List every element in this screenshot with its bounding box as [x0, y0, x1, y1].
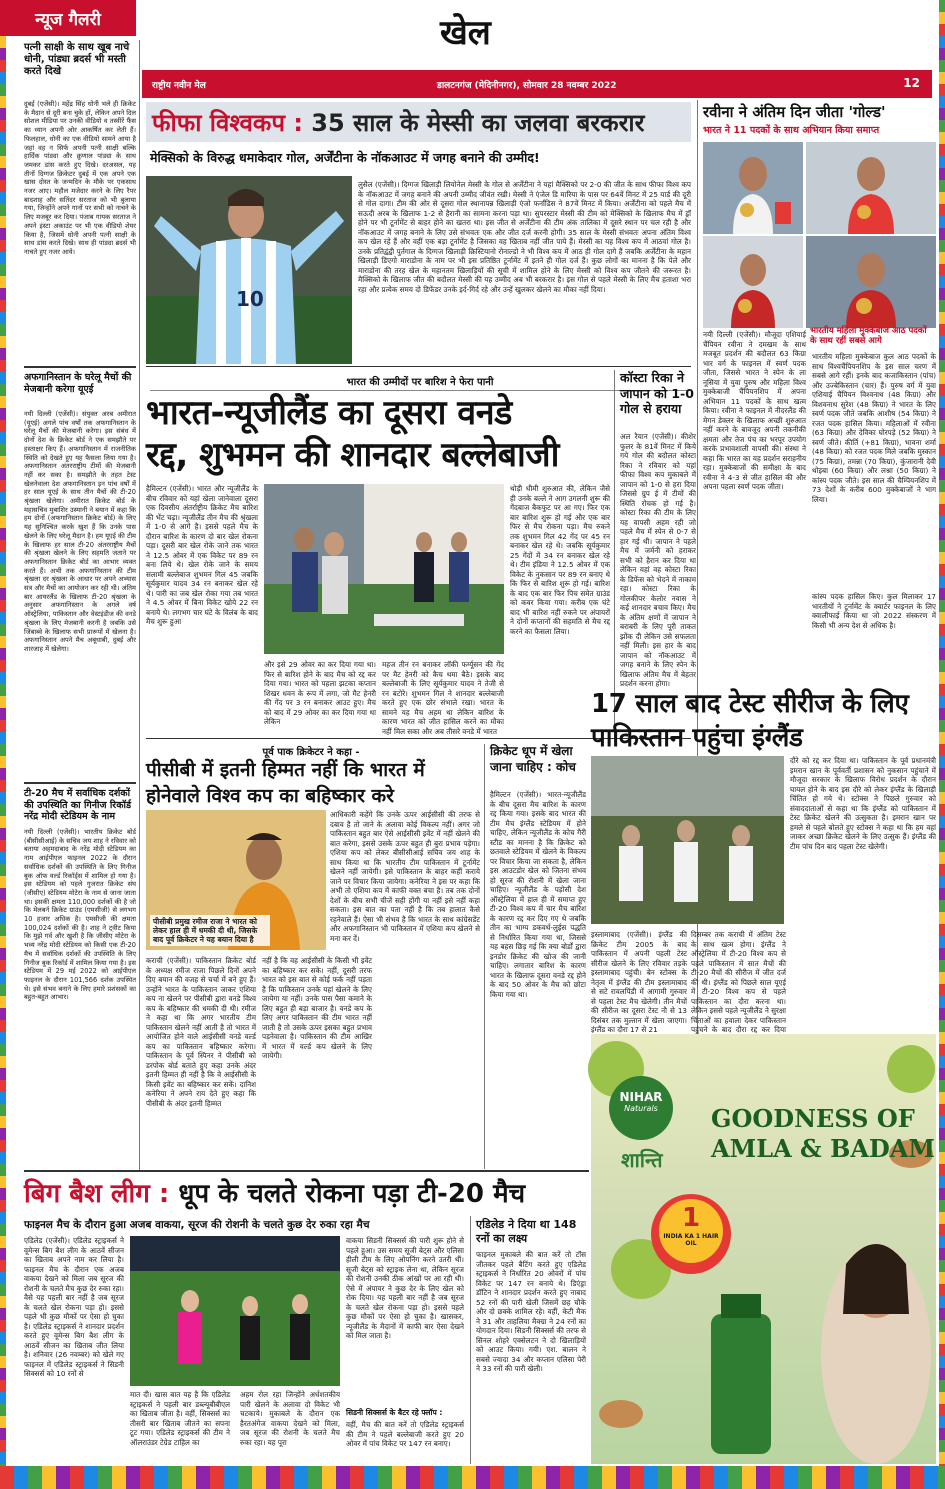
dateline: डालटनगंज (मेदिनीनगर), सोमवार 28 नवम्बर 2022 [437, 81, 617, 91]
ind-nz-kicker: भारत की उम्मीदों पर बारिश ने फेरा पानी [150, 374, 690, 391]
messi-photo [146, 176, 352, 364]
nihar-hindi-name: शान्ति [621, 1148, 663, 1172]
ind-nz-col-1: हैमिल्टन (एजेंसी)। भारत और न्यूजीलैंड के बीच रविवार को यहां खेला जानेवाला दूसरा एक दिवसीय अंतर्राष्ट्रीय क्रिकेट मैच बारिश की भेंट चढ़ा। न्यूजीलैंड तीन मैच की श्रृंखला में 1-0 से आगे है। इससे पहले मैच के दौरान बारिश के कारण दो बार खेल रोकना पड़ा। दूसरी बार खेल रोके जाने तक भारत ने 12.5 ओवर में एक विकेट पर 89 रन बना लिये थे। खेल रोके जाने के समय सलामी बल्लेबाज शुभमन गिल 45 जबकि सूर्यकुमार यादव 34 रन बनाकर खेल रहे थे। पारी का जब खेल रोका गया तब भारत ने 4.5 ओवर में बिना विकेट खोये 22 रन बनाये थे। लगभग चार घंटे के विलंब के बाद मैच शुरू हुआ [146, 484, 258, 626]
gallery-story-2-title: अफगानिस्तान के घरेलू मैचों की मेजबानी करेगा यूएई [24, 372, 132, 395]
ind-nz-col-2: और इसे 29 ओवर का कर दिया गया था। फिर से बारिश होने के बाद मैच को रद्द कर दिया गया। भारत को पहला झटका कप्तान शिखर धवन के रूप में लगा, जो मैट हेनरी की गेंद पर 3 रन बनाकर आउट हुए। मैच को बाद में 29 ओवर का कर दिया गया था लेकिन [264, 660, 376, 726]
bbl-col-1: एडिलेड (एजेंसी)। एडिलेड स्ट्राइकर्स ने वूमेन्स बिग बैश लीग के आठवें सीजन का खिताब अपने नाम कर लिया है। फाइनल मैच के दौरान एक अजब वाकया देखने को मिला जब सूरज की रोशनी के चलते मैच कुछ देर रुका रहा। वैसे यह पहली बार नहीं है जब सूरज के चलते खेल रोकना पड़ा हो। इससे पहले भी कुछ मौकों पर ऐसा हो चुका है। एडिलेड स्ट्राइकर्स ने शानदार प्रदर्शन करते हुए वूमेन्स बिग बैश लीग के आठवें सीजन का खिताब जीत लिया है। शनिवार (26 नवम्बर) को खेले गए फाइनल में एडिलेड स्ट्राइकर्स ने सिडनी सिक्सर्स को 10 रनों से [24, 1236, 124, 1378]
ravina-col-2: भारतीय महिला मुक्केबाज कुल आठ पदकों के साथ विश्वचैंपियनशिप के इस साल चरण में सबसे आगे रहीं। इनके बाद कजाकिस्तान (पांच) और उज्बेकिस्तान (चार) हैं। पुरुष वर्ग में युवा एशियाई चैंपियन विश्वनाथ (48 किग्रा) और विशवनाथ सुरेश (48 किग्रा) ने भारत के लिए स्वर्ण पदक जीते जबकि आशीष (54 किग्रा) ने रजत पदक हासिल किया। महिलाओं में रवीना (63 किग्रा) और देविका घोरपड़े (52 किग्रा) ने स्वर्ण जीते। कीर्ति (+81 किग्रा), भावना शर्मा (48 किग्रा) को रजत पदक मिले जबकि मुस्कान (75 किग्रा), तमन्ना (70 किग्रा), कुंजारानी देवी थोइबा (60 किग्रा) और लश्ना (50 किग्रा) ने कांस्य पदक जीते। इस साल की चैम्पियनशिप में 73 देशों के करीब 600 मुक्केबाजों ने भाग लिया। [812, 352, 936, 504]
ravina-col-1: नयी दिल्ली (एजेंसी)। मौजूदा एशियाई चैंपियन रवीना ने दमखम के साथ मजबूत प्रदर्शन की बदौलत 63 किग्रा भार वर्ग के फाइनल में स्वर्ण पदक जीता, जिससे भारत ने स्पेन के ला नूसिया में युवा पुरुष और महिला विश्व मुक्केबाजी चैंपियनशिप में अपना अभियान 11 पदकों के साथ खत्म किया। रवीना ने फाइनल में नीदरलैंड की मेगन डेक्लर के खिलाफ अच्छी शुरुआत नहीं करने के बावजूद अपनी तकनीकी क्षमता और तेज पंच का भरपूर उपयोग करके प्रभावशाली वापसी की। संस्था ने कहा कि भारत का यह प्रदर्शन सराहनीय रहा। मुक्केबाजों की समीक्षा के बाद रवीना ने 4-3 से जीत हासिल की और अपना पहला स्वर्ण पदक जीता। [703, 330, 806, 491]
bbl-subhead: फाइनल मैच के दौरान हुआ अजब वाकया, सूरज की रोशनी के चलते कुछ देर रुका रहा मैच [24, 1219, 370, 1231]
bbl-headline-label: बिग बैश लीग : [24, 1179, 170, 1209]
ravina-col-3: कांस्य पदक हासिल किए। कुल मिलाकर 17 भारतीयों ने टूर्नामेंट के क्वार्टर फाइनल के लिए क्वालीफाई किया था जो 2022 संस्करण में किसी भी अन्य देश से अधिक है। [812, 592, 936, 630]
gallery-story-3-body: नयी दिल्ली (एजेंसी)। भारतीय क्रिकेट बोर्ड (बीसीसीआई) के सचिव जय शाह ने रविवार को बताया अहमदाबाद के नरेंद्र मोदी स्टेडियम का नाम आईपीएल फाइनल 2022 के दौरान सर्वाधिक दर्शकों की उपस्थिति के लिए गिनीज बुक ऑफ वर्ल्ड रिकॉर्ड्स में शामिल हो गया है। इस स्टेडियम को पहले गुजरात क्रिकेट संघ (जीसीए) स्टेडियम मोटेरा के नाम से जाना जाता था। इसकी क्षमता 110,000 दर्शकों की है जो कि मेलबर्न क्रिकेट ग्राउंड (एमसीजी) से लगभग 10 हजार अधिक है। एमसीजी की क्षमता 100,024 दर्शकों की है। शाह ने ट्वीट किया कि मुझे गर्व और खुशी है कि जीसीए मोटेरा के भव्य नरेंद्र मोदी स्टेडियम को किसी एक टी-20 मैच में सर्वाधिक दर्शकों की उपस्थिति के लिए गिनीज बुक रिकॉर्ड में शामिल किया गया है। इस स्टेडियम में 29 मई 2022 को आईपीएल फाइनल के दौरान 101,566 दर्शक उपस्थित थे। इसे संभव बनाने के लिए हमारे प्रशंसकों का बहुत-बहुत आभार। [24, 828, 136, 1002]
eng-pak-col-3: दौरे को रद्द कर दिया था। पाकिस्तान के पूर्व प्रधानमंत्री इमरान खान के पूर्ववर्ती प्रशासन को नुकसान पहुंचाने में मौजूदा सरकार के खिलाफ विरोध प्रदर्शन के दौरान घायल होने के बाद इस दौरे को लेकर इंग्लैंड के खिलाड़ी चिंतित हो गये थे। स्टोक्स ने पिछले गुरुवार को संवाददाताओं से कहा था कि इंग्लैंड को पाकिस्तान में टेस्ट क्रिकेट खेलने की उत्सुकता है। इमरान खान पर हमले से पहले बोलते हुए स्टोक्स ने कहा था कि हम वहां जाकर अच्छा क्रिकेट खेलने के लिए उत्सुक हैं। इंग्लैंड की टीम पांच दिन बाद पहला टेस्ट खेलेगी। [790, 756, 936, 851]
section-title: खेल [440, 13, 491, 53]
ravina-photo-caption: भारतीय महिला मुक्केबाज आठ पदकों के साथ रहीं सबसे आगे [810, 326, 927, 347]
ad-badge-text: INDIA KA 1 HAIR OIL [663, 1233, 719, 1247]
decorative-border-right [939, 0, 945, 1489]
bbl-col-4-tail: वहीं, मैच की बात करें तो एडिलेड स्ट्राइकर्स की टीम ने पहले बल्लेबाजी करते हुए 20 ओवर में पांच विकेट पर 147 रन बनाए। [346, 1420, 464, 1448]
fifa-headline-text: 35 साल के मेस्सी का जलवा बरकरार [311, 109, 645, 137]
adelaide-box-body: फाइनल मुकाबले की बात करें तो टॉस जीतकर पहले बैटिंग करते हुए एडिलेड स्ट्राइकर्स ने निर्धारित 20 ओवरों में पांच विकेट पर 147 रन बनाये थे। डिएंड्रा डॉटिन ने शानदार प्रदर्शन करते हुए नाबाद 52 रनों की पारी खेली जिसमें छह चौके और दो छक्के शामिल रहे। वहीं, केटी मैक ने 31 और ताहलिया मैक्ग्रा ने 24 रनों का योगदान दिया। सिडनी सिक्सर्स की तरफ से सिनल शोहरे एक्सेलटन ने दो खिलाड़ियों को आउट किया। गयी। एश. बालन ने सबसे ज्यादा 34 और कप्तान एलिसा पेरी ने 33 रनों की पारी खेली। [476, 1250, 586, 1373]
eng-pak-title: 17 साल बाद टेस्ट सीरीज के लिए पाकिस्तान पहुंचा इंग्लैंड [591, 689, 909, 753]
pak-wc-col-1: कराची (एजेंसी)। पाकिस्तान क्रिकेट बोर्ड के अध्यक्ष रमीज राजा पिछले दिनों अपने दिए बयान की वजह से चर्चा में बने हुए हैं। उन्होंने भारत के पाकिस्तान जाकर एशिया कप ना खेलने पर पीसीबी द्वारा वनडे विश्व कप के बहिष्कार की धमकी दी थी। रमीज ने कहा था कि अगर भारतीय टीम पाकिस्तान खेलने नहीं आती है तो भारत में आयोजित होने वाले आईसीसी वनडे वर्ल्ड कप का पाकिस्तान बहिष्कार करेगा। पाकिस्तान के पूर्व स्पिनर ने पीसीबी को डरपोक बोर्ड बताते हुए कहा उनके अंदर इतनी हिम्मत ही नहीं है कि वे आईसीसी के किसी इवेंट का बहिष्कार कर सकें। दानिश कनेरिया ने अपने राय देते हुए कहा कि पीसीबी के अंदर इतनी हिम्मत [146, 956, 256, 1108]
fifa-headline [146, 102, 691, 142]
eng-pak-col-2: दिसम्बर तक कराची में अंतिम टेस्ट के साथ खत्म होगा। इंग्लैंड ने ऑस्ट्रेलिया में टी-20 विश्व कप से पहले पाकिस्तान में सात मैचों की टी-20 मैचों की सीरीज में जीत दर्ज की थी। इंग्लैंड को पिछले साल यूएई में टी-20 विश्व कप से पहले पाकिस्तान का दौरा करना था। लेकिन इससे पहले न्यूजीलैंड ने सुरक्षा चिंताओं का हवाला देकर पाकिस्तान पहुंचने के बाद दौरा रद्द कर दिया [691, 930, 786, 1034]
ravina-title: रवीना ने अंतिम दिन जीता 'गोल्ड' [703, 103, 886, 121]
bbl-photo [130, 1236, 340, 1386]
pak-wc-headline: पीसीबी में इतनी हिम्मत नहीं कि भारत में होनेवाले विश्व कप का बहिष्कार करे [146, 759, 425, 807]
page-number: 12 [903, 76, 920, 90]
ad-badge [656, 1196, 726, 1266]
eng-pak-col-1: इस्लामाबाद (एजेंसी)। इंग्लैंड की क्रिकेट टीम 2005 के बाद पाकिस्तान में अपनी पहली टेस्ट सीरीज खेलने के लिए रविवार तड़के इस्लामाबाद पहुंची। बेन स्टोक्स के नेतृत्व में इंग्लैंड की टीम इस्लामाबाद से सटे रावलपिंडी में आगामी गुरुवार से पहला टेस्ट मैच खेलेगी। तीन मैचों की सीरीज का दूसरा टेस्ट नौ से 13 दिसंबर तक मुल्तान में खेला जाएगा। इंग्लैंड का दौरा 17 से 21 [591, 930, 687, 1034]
pak-wc-quote: पीसीबी प्रमुख रमीज राजा ने भारत को लेकर हाल ही में धमकी दी थी, जिसके बाद पूर्व क्रिकेटर ने यह बयान दिया है [150, 915, 270, 946]
gallery-story-1-title: पत्नी साक्षी के साथ खूब नाचे धोनी, पांड्या ब्रदर्स भी मस्ती करते दिखे [24, 42, 130, 78]
ind-nz-col-3: महज तीन रन बनाकर लॉकी फर्ग्यूसन की गेंद पर मैट हेनरी को कैच थमा बैठे। इसके बाद बल्लेबाजी के लिए सूर्यकुमार यादव ने तेजी से रन बटोरे। शुभमन गिल ने शानदार बल्लेबाजी करते हुए एक छोर संभाले रखा। भारत के सामने यह मैच अहम था लेकिन बारिश के कारण भारत को जीत हासिल करने का मौका नहीं मिल सका और अब तीसरे वनडे में भारत [382, 660, 504, 736]
rain-title: क्रिकेट धूप में खेला जाना चाहिए : कोच [490, 744, 576, 774]
ind-nz-photo [264, 484, 504, 654]
ravina-photo-2 [806, 142, 936, 234]
decorative-border-bottom [0, 1466, 945, 1489]
ravina-subtitle: भारत ने 11 पदकों के साथ अभियान किया समाप्त [703, 125, 880, 136]
pak-wc-col-2: नहीं है कि वह आईसीसी के किसी भी इवेंट का बहिष्कार कर सके। नहीं, दूसरी तरफ भारत को इस बात से कोई फर्क नहीं पड़ता है कि पाकिस्तान उनके यहां खेलने के लिए जायेगा या नहीं। उनके पास पैसा कमाने के लिए बहुत ही बड़ा बाजार है। वनडे कप के लिए अगर पाकिस्तान की टीम भारत नहीं जाती है तो उसके ऊपर इसका बहुत प्रभाव पड़नेवाला है। पाकिस्तान की टीम आखिर में भारत में वर्ल्ड कप खेलने के लिए जायेगी। [262, 956, 372, 1060]
pak-wc-kicker: पूर्व पाक क्रिकेटर ने कहा - [262, 747, 360, 758]
eng-pak-photo [591, 756, 784, 924]
bbl-headline [24, 1174, 589, 1214]
nihar-brand-name: NIHAR [619, 1090, 663, 1104]
nihar-brand [609, 1076, 673, 1140]
ad-badge-number: 1 [681, 1203, 701, 1233]
costarica-body: अल रैयान (एजेंसी)। कीशेर फुलर के 81वें मिनट में किये गये गोल की बदौलत कोस्टा रिका ने रविवार को यहां फीफा विश्व कप मुकाबले में जापान को 1-0 से हरा दिया जिससे ग्रुप ई में टीमों की स्थिति रोचक हो गई है। कोस्टा रिका की टीम के लिए यह वापसी अहम रही जो पहले मैच में स्पेन से 0-7 से हार गई थी। जापान ने पहले मैच में जर्मनी को हराकर सभी को हैरान कर दिया था लेकिन यहां वह कोस्टा रिका के डिफेंस को भेदने में नाकाम रहा। कोस्टा रिका के गोलकीपर केलोर नवास ने कई शानदार बचाव किए। मैच के अंतिम क्षणों में जापान ने बराबरी के लिए पूरी ताकत झोंक दी लेकिन उसे सफलता नहीं मिली। इस हार के बाद जापान को नॉकआउट में जगह बनाने के लिए स्पेन के खिलाफ अंतिम मैच में बेहतर प्रदर्शन करना होगा। [620, 432, 696, 688]
ind-nz-headline-1: भारत-न्यूजीलैंड का दूसरा वनडे [146, 393, 512, 433]
ad-tagline-1: GOODNESS OF [711, 1104, 915, 1133]
svg-text:10: 10 [236, 287, 264, 311]
costarica-title: कॉस्टा रिका ने जापान को 1-0 गोल से हराया [620, 370, 694, 417]
bbl-col-4: वाकया सिडनी सिक्सर्स की पारी शुरू होने से पहले हुआ। उस समय सूजी बेट्स और एलिसा हीली टीम के लिए ओपनिंग करने उतरी थीं। सूजी बेट्स को स्ट्राइक लेना था, लेकिन सूरज की रोशनी उनकी ठीक आंखों पर आ रही थी। ऐसे में अंपायर ने कुछ देर के लिए खेल को रोक दिया। यह पहली बार नहीं है जब सूरज के चलते खेल रोकना पड़ा हो। इससे पहले कुछ मौकों पर ऐसा हो चुका है। खासकर, न्यूजीलैंड के मैदानों में काफी बार ऐसा देखने को मिल जाता है। [346, 1236, 464, 1340]
ravina-photo-4 [806, 236, 936, 328]
rain-body: हैमिल्टन (एजेंसी)। भारत-न्यूजीलैंड के बीच दूसरा मैच बारिश के कारण रद्द किया गया। इसके बाद भारत की टीम मैच इंग्लैंड स्टेडियम में होने चाहिए, लेकिन न्यूजीलैंड के कोच गैरी स्टीड का मानना है कि क्रिकेट को छतवाले स्टेडियम में खेलने के विकल्प पर विचार किया जा सकता है, लेकिन इस आउटडोर खेल को जितना संभव हो सूरज की रोशनी में खेला जाना चाहिए। न्यूजीलैंड के पड़ोसी देश ऑस्ट्रेलिया में हाल ही में समाप्त हुए टी-20 विश्व कप में चार मैच बारिश के कारण रद्द कर दिए गए थे जबकि तीन का भाग्य डकवर्थ-लुईस पद्धति से निर्धारित किया गया था, जिससे यह बहस छिड़ गई कि क्या बोर्डों द्वारा इनडोर क्रिकेट की खोज की जानी चाहिए। लगातार बारिश के कारण भारत के खिलाफ दूसरा वनडे रद्द होने के बाद 50 ओवर के मैच को छोटा किया गया था। [490, 790, 586, 999]
nihar-brand-sub: Naturals [624, 1104, 658, 1113]
bbl-headline-text: धूप के चलते रोकना पड़ा टी-20 मैच [178, 1179, 526, 1209]
nihar-ad[interactable] [591, 1034, 936, 1464]
pak-wc-col-3: आधिकारी कहेंगे कि उनके ऊपर आईसीसी की तरफ से दबाव है तो जाने के अलावा कोई विकल्प नहीं। अगर जो पाकिस्तान बहुत बार ऐसे आईसीसी इवेंट में नहीं खेलने की बात करेगा, इससे उसके ऊपर बहुत ही बुरा प्रभाव पड़ेगा। एशिया कप को लेकर बीसीसीआई सचिव जय शाह के साथ किया था कि भारतीय टीम पाकिस्तान में टूर्नामेंट खेलने नहीं जायेगी। इसे पाकिस्तान के बाहर कहीं कराये जाने पर विचार किया जायेगा। कनेरिया ने इस पर कहा कि अभी तो एशिया कप में काफी वक्त बचा है। तब तक दोनों देशों के बीच सभी चीजें सही होंगी या नहीं इसे नहीं कहा सकता। इस बात का पता नहीं है कि तब हालात कैसे रहनेवाले हैं। ऐसा भी संभव है कि भारत के साथ कांग्रेसडेंट और अफगानिस्तान भी पाकिस्तान में एशिया कप खेलने से मना कर दें। [330, 810, 480, 943]
ind-nz-col-4: थोड़ी धीमी शुरुआत की, लेकिन जैसे ही उनके बल्ले ने आग उगलनी शुरू की गेंदबाज बैकफुट पर आ गए। फिर एक बार बारिश शुरू हो गई और एक बार फिर से मैच रोकना पड़ा। मैच रुकने तक शुभमन गिल 42 गेंद पर 45 रन बनाकर खेल रहे थे। जबकि सूर्यकुमार 25 गेंदों में 34 रन बनाकर खेल रहे थे। टीम इंडिया ने 12.5 ओवर में एक विकेट के नुकसान पर 89 रन बनाए थे कि फिर से बारिश शुरू हो गई। बारिश के बाद एक बार फिर पिच समेत ग्राउंड को कवर किया गया। करीब एक घंटे बाद भी बारिश नहीं रुकने पर अंपायरों ने दोनों कप्तानों की सहमति से मैच रद्द करने का फैसला लिया। [510, 484, 610, 636]
masthead-bar [142, 70, 932, 98]
ravina-photo-3 [703, 236, 803, 328]
gallery-story-1-body: दुबई (एजेंसी)। महेंद्र सिंह धोनी भले ही क्रिकेट के मैदान से दूरी बना चुके हों, लेकिन अपने दिल सोशल मीडिया पर उनकी वीडियो व तस्वीरें फैंस का ध्यान अपनी ओर आकर्षित कर लेती हैं। फिलहाल, धोनी का एक वीडियो सामने आया है जहां वह न सिर्फ अपनी पत्नी साक्षी बल्कि हार्दिक पांड्या और क्रुणाल पांड्या के साथ जमकर डांस करते हुए दिखे। दरअसल, यह तीनों दिग्गज क्रिकेटर दुबई में एक अपने एक खास दोस्त के जन्मदिन के मौके पर एकसाथ नजर आए। महौल मजेदार करने के लिए रैपर बादशाह और सतिंदर सरताज को भी बुलाया गया, जिन्होंने अपने गानों पर सभी को नाचने के लिए मजबूर कर दिया। पंजाब गायक सरताज ने अपने इंस्टा अकाउंट पर भी एक वीडियो शेयर किया है, जिसमें धोनी अपनी पत्नी साक्षी के साथ डांस करते दिखे। साथ ही पांड्या ब्रदर्स भी नाचते हुए नजर आये। [24, 100, 136, 256]
bbl-col-4-subhead: सिडनी सिक्सर्स के बैटर रहे फ्लॉप : [346, 1408, 443, 1417]
fifa-headline-label: फीफा विश्वकप : [152, 109, 303, 137]
gallery-story-3-title: टी-20 मैच में सर्वाधिक दर्शकों की उपस्थिति का गिनीज रिकॉर्ड नरेंद्र मोदी स्टेडियम के नाम [24, 788, 132, 823]
fifa-body: लुसैल (एजेंसी)। दिग्गज खिलाड़ी लियोनेल मेस्सी के गोल से अर्जेंटीना ने यहां मैक्सिको पर 2-0 की जीत के साथ फीफा विश्व कप के नॉकआउट में जगह बनाने की अपनी उम्मीद जीवंत रखी। मेस्सी ने एंजेल डि मारिया के पास पर 64वें मिनट में 25 यार्ड की दूरी से गोल दागा। टीम की ओर से दूसरा गोल स्थानापन्न खिलाड़ी एंजो फर्नांडिस ने 87वें मिनट में किया। अर्जेंटीना को पहले मैच में सऊदी अरब के खिलाफ 1-2 से हैरानी का सामना करना पड़ा था। सुपरस्टार मेस्सी की टीम को मेक्सिको के खिलाफ मैच में ड्रॉ होने पर भी टूर्नामेंट से बाहर होने का खतरा था। इस जीत से अर्जेंटीना की टीम अंक तालिका में दूसरे स्थान पर चल रही है और नॉकआउट में जगह बनाने के लिए उसे संभवतः एक और जीत दर्ज करनी होगी। 35 साल के मेस्सी संभवतः अपना अंतिम विश्व कप खेल रहे हैं और वहीं एक बड़ा टूर्नामेंट है जिसका वह खिताब नहीं जीत पाये हैं। मेस्सी का यह विश्व कप में आठवां गोल है। उनके प्रतिद्वंद्वी पुर्तगाल के दिग्गज खिलाड़ी क्रिस्टियानो रोनाल्डो ने भी विश्व कप में आठ ही गोल दागे हैं जबकि अर्जेंटीना के महान खिलाड़ी डिएगो माराडोना के नाम पर भी इस प्रतिष्ठित टूर्नामेंट में इतने ही गोल दर्ज हैं। कुछ लोगों का मानना है कि पेले और माराडोना की तरह खेल के महानतम खिलाड़ियों की सूची में शामिल होने के लिए मेस्सी को विश्व कप जीतने की जरूरत है। मैक्सिको के खिलाफ जीत की बदौलत मेस्सी की यह उम्मीद अब भी बरकरार है। इस गोल से पहले मेस्सी के लिए मैच हताशा भरा रहा और प्रत्येक समय दो डिफेंडर उनके इर्द-गिर्द रहे और उन्हें खुलकर खेलने का मौका नहीं दिया। [358, 180, 691, 294]
adelaide-box-title: एडिलेड ने दिया था 148 रनों का लक्ष्य [476, 1218, 577, 1246]
ravina-photo-1 [703, 142, 803, 234]
bbl-col-2: मात दी। खास बात यह है कि एडिलेड स्ट्राइकर्स ने पहली बार डब्ल्यूबीबीएल का खिताब जीता है। वहीं, सिक्सर्स का तीसरी बार खिताब जीतने का सपना टूट गया। एडिलेड स्ट्राइकर्स की टीम ने ऑलराउंडर टेग्रेड टाहिल का [130, 1390, 230, 1447]
ad-tagline-2: AMLA & BADAM [711, 1134, 935, 1163]
fifa-subhead: मेक्सिको के विरुद्ध धमाकेदार गोल, अर्जेंटीना के नॉकआउट में जगह बनाने की उम्मीद! [150, 150, 540, 165]
decorative-border-left [0, 0, 6, 1489]
ind-nz-headline-2: रद्द, शुभमन की शानदार बल्लेबाजी [146, 435, 559, 475]
paper-name: राष्ट्रीय नवीन मेल [152, 81, 206, 91]
news-gallery-header: न्यूज गैलरी [0, 0, 136, 36]
bbl-col-3: अहम रोल रहा जिन्होंने अर्धशतकीय पारी खेलने के अलावा दो विकेट भी चटकाये। मुकाबले के दौरान एक हैरतअंगेज वाकया देखने को मिला, जब सूरज की रोशनी के चलते मैच रुका रहा। यह पूरा [240, 1390, 340, 1447]
gallery-story-2-body: नयी दिल्ली (एजेंसी)। संयुक्त अरब अमीरात (यूएई) अगले पांच वर्षों तक अफगानिस्तान के घरेलू मैचों की मेजबानी करेगा। इस संबंध में दोनों देश के क्रिकेट बोर्ड ने एक समझौते पर हस्ताक्षर किए हैं। अफगानिस्तान में राजनीतिक स्थिति को देखते हुए यह फैसला लिया गया है। अफगानिस्तान अंतरराष्ट्रीय टीमों की मेजबानी नहीं कर सका है। समझौते के तहत टेस्ट खेलनेवाला देश अफगानिस्तान इन पांच वर्षों में हर साल यूएई के साथ तीन मैचों की टी-20 श्रृंखला खेलेगा। अमीरात क्रिकेट बोर्ड के महासचिव मुबाशिर उस्मानी ने बयान में कहा कि हम दोनों (अफगानिस्तान क्रिकेट बोर्ड) के लिए यह सुनिश्चित करके खुश हैं कि उनके पास खेलने के लिए घरेलू मैदान है। हम यूएई की टीम के खिलाफ हर साल टी-20 अंतरराष्ट्रीय मैचों की श्रृंखला खेलने के लिए सहमति जताने पर अफगानिस्तान क्रिकेट बोर्ड का आभार व्यक्त करते हैं। अभी तक अफगानिस्तान की टीम श्रृंखला दर श्रृंखला के आधार पर अपने अभ्यास सत्र और मैचों का आयोजन कर रही थी। अंतिम बार आयरलैंड के खिलाफ टी-20 श्रृंखला के अनुसार अफगानिस्तान के अगले वर्ष ऑस्ट्रेलिया, पाकिस्तान और वेस्टइंडीज की वनडे श्रृंखला के लिए मेजबानी करनी है जबकि उसे जिंबाब्वे के खिलाफ सभी प्रारूपों में खेलना है। अफगानिस्तान अपने मैच अबूधाबी, दुबई और शारजाह में खेलेगा। [24, 410, 136, 653]
